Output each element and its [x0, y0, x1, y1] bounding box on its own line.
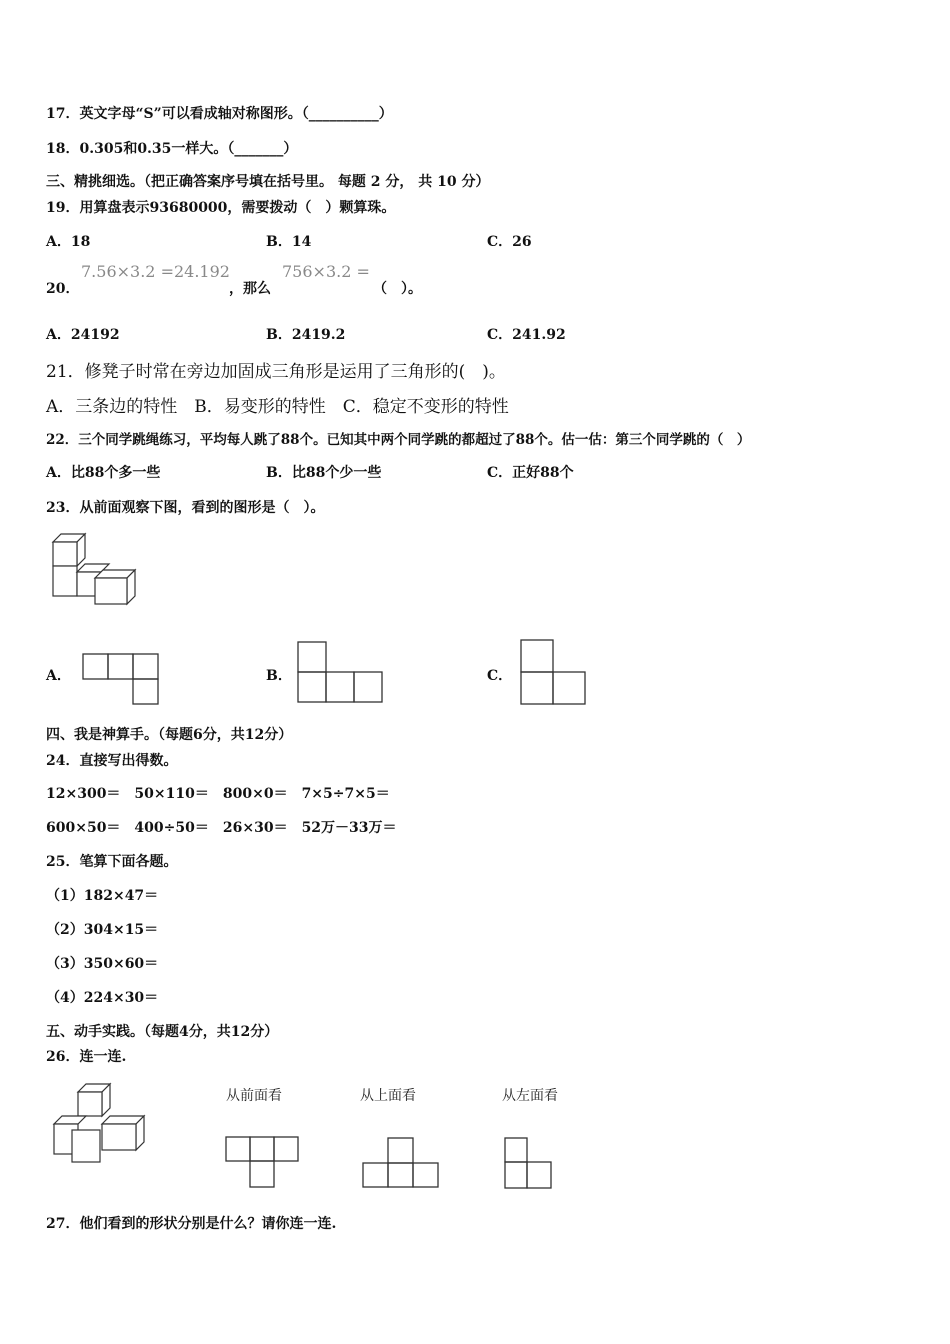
question-25: 25．笔算下面各题。 [46, 854, 178, 870]
question-18: 18．0.305和0.35一样大。（_______） [46, 141, 298, 157]
q25-item-3: （3）350×60＝ [46, 956, 159, 972]
q19-option-c: C．26 [487, 234, 532, 250]
q25-item-1: （1）182×47＝ [46, 888, 159, 904]
q23-option-c: C． [487, 668, 513, 684]
question-19: 19．用算盘表示93680000，需要拨动（ ）颗算珠。 [46, 200, 396, 216]
q22-option-b: B．比88个少一些 [266, 465, 382, 481]
q22-option-a: A．比88个多一些 [46, 465, 161, 481]
q26-label-left: 从左面看 [502, 1088, 558, 1104]
question-17: 17．英文字母“S”可以看成轴对称图形。（__________） [46, 106, 393, 122]
question-27: 27．他们看到的形状分别是什么？请你连一连. [46, 1216, 337, 1232]
question-24: 24．直接写出得数。 [46, 753, 178, 769]
q26-label-front: 从前面看 [226, 1088, 282, 1104]
q25-item-2: （2）304×15＝ [46, 922, 159, 938]
q26-block-figure [48, 1080, 148, 1166]
q23-option-b-shape [297, 641, 385, 703]
q19-option-b: B．14 [266, 234, 312, 250]
q26-view-front-shape [225, 1135, 301, 1189]
q23-option-a-shape [82, 653, 160, 705]
q24-row-1: 12×300＝ 50×110＝ 800×0＝ 7×5÷7×5＝ [46, 786, 390, 802]
q21-options: A．三条边的特性 B．易变形的特性 C．稳定不变形的特性 [46, 397, 509, 417]
q20-expression-1: 7.56×3.2 =24.192 [81, 262, 230, 281]
question-26: 26．连一连. [46, 1049, 127, 1065]
q20-option-c: C．241.92 [487, 327, 566, 343]
q20-option-b: B．2419.2 [266, 327, 346, 343]
q22-option-c: C．正好88个 [487, 465, 574, 481]
section-5-heading: 五、动手实践。（每题4分，共12分） [46, 1024, 279, 1040]
q23-cube-figure [48, 532, 140, 606]
q23-option-c-shape [519, 638, 587, 706]
q25-item-4: （4）224×30＝ [46, 990, 159, 1006]
q20-expression-2: 756×3.2 = [282, 262, 370, 281]
q20-blank: （ ）。 [373, 281, 422, 297]
section-4-heading: 四、我是神算手。（每题6分，共12分） [46, 727, 293, 743]
question-21: 21．修凳子时常在旁边加固成三角形是运用了三角形的( )。 [46, 362, 506, 382]
q26-label-top: 从上面看 [360, 1088, 416, 1104]
q26-view-left-shape [503, 1136, 555, 1190]
section-3-heading: 三、精挑细选。（把正确答案序号填在括号里。 每题 2 分， 共 10 分） [46, 174, 490, 190]
q20-then: ，那么 [229, 281, 271, 297]
q20-option-a: A．24192 [46, 327, 120, 343]
question-22: 22．三个同学跳绳练习，平均每人跳了88个。已知其中两个同学跳的都超过了88个。估一估：第三个同学跳的（ ） [46, 432, 751, 448]
question-23: 23．从前面观察下图，看到的图形是（ ）。 [46, 500, 325, 516]
q24-row-2: 600×50＝ 400÷50＝ 26×30＝ 52万－33万＝ [46, 820, 397, 836]
q23-option-b: B． [266, 668, 292, 684]
q23-option-a: A． [46, 668, 71, 684]
q26-view-top-shape [362, 1137, 440, 1189]
question-20-number: 20． [46, 281, 80, 297]
q19-option-a: A．18 [46, 234, 91, 250]
